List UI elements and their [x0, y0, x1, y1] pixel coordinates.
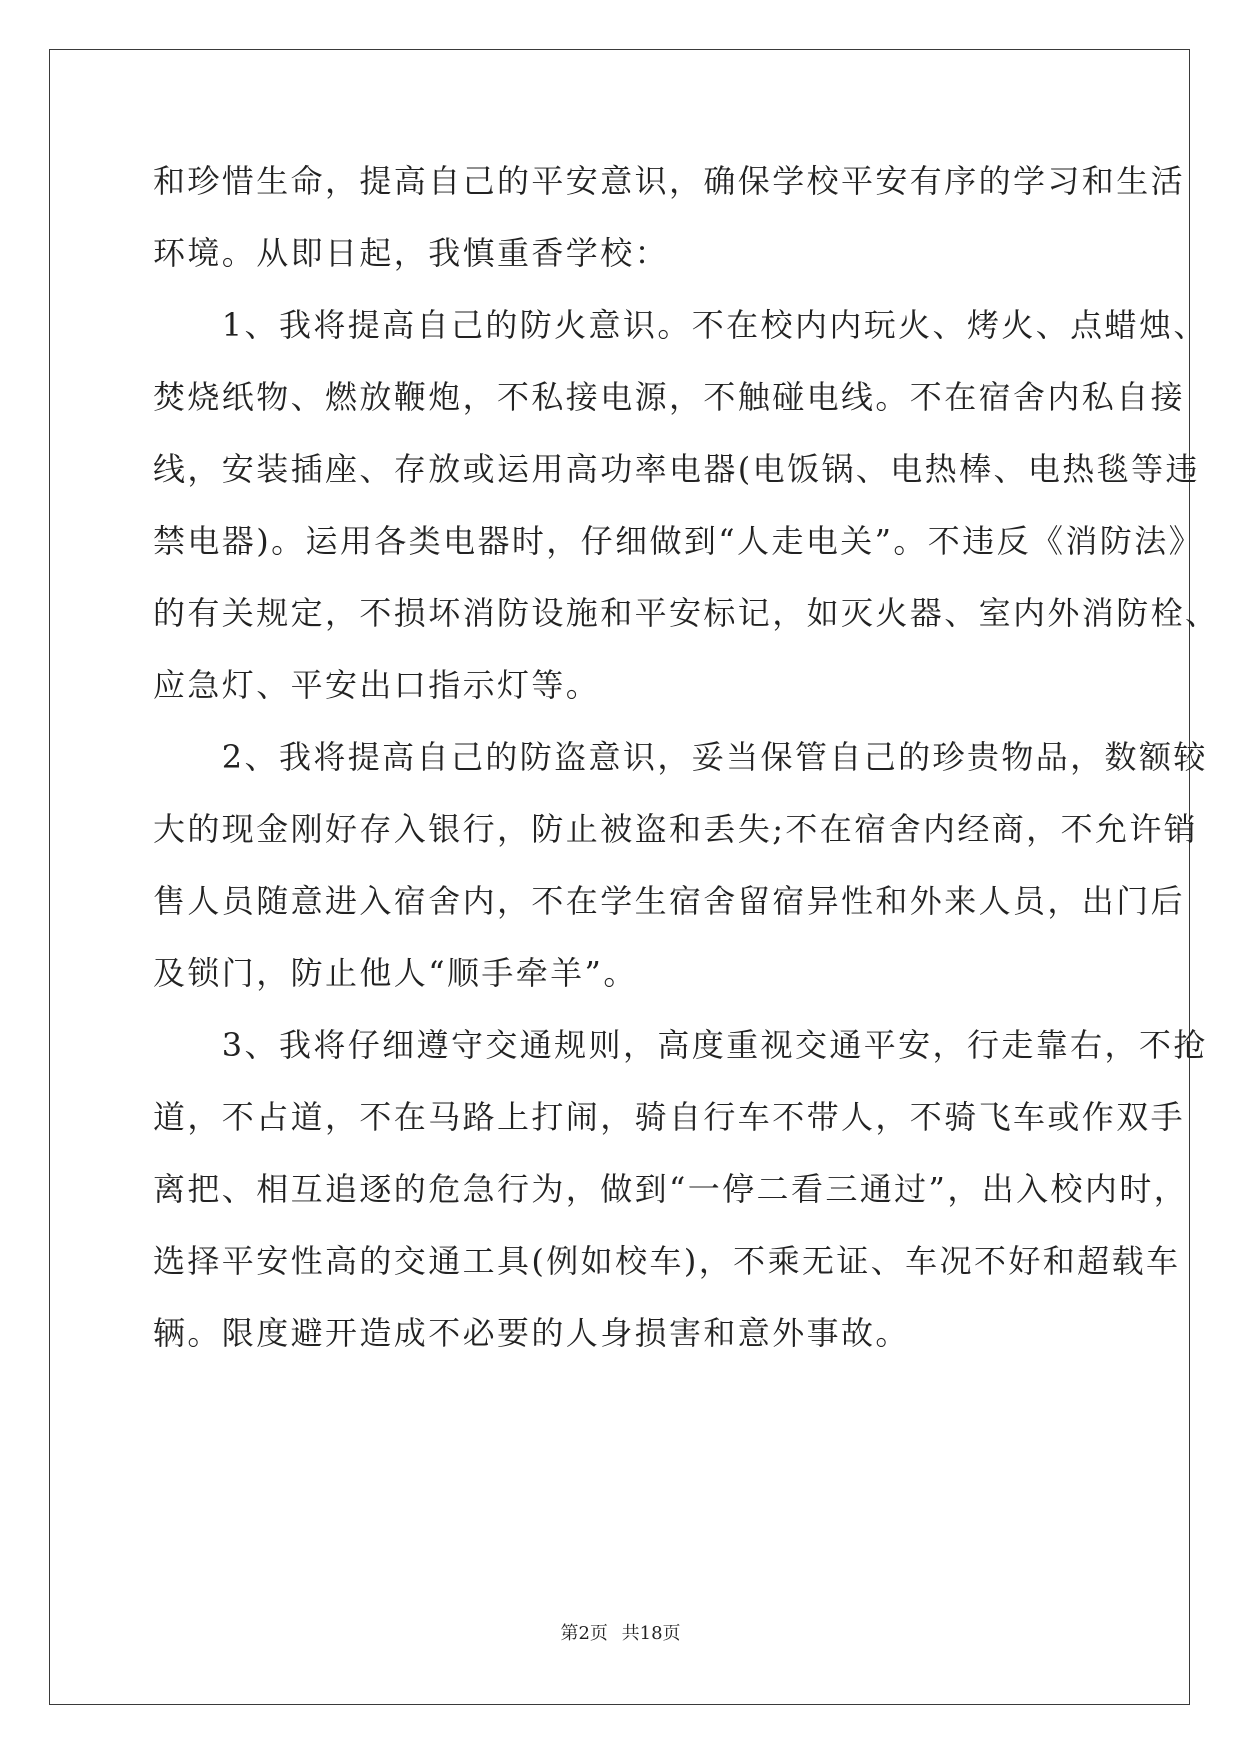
text-line: 禁电器)。运用各类电器时，仔细做到“人走电关”。不违反《消防法》 — [153, 522, 1204, 560]
text-line: 离把、相互追逐的危急行为，做到“一停二看三通过”，出入校内时， — [153, 1170, 1189, 1208]
text-line: 选择平安性高的交通工具(例如校车)，不乘无证、车况不好和超载车 — [153, 1242, 1181, 1280]
text-line: 环境。从即日起，我慎重香学校： — [153, 234, 670, 272]
text-line: 道，不占道，不在马路上打闹，骑自行车不带人，不骑飞车或作双手 — [153, 1098, 1186, 1136]
text-line: 3、我将仔细遵守交通规则，高度重视交通平安，行走靠右，不抢 — [153, 1026, 1208, 1064]
text-line: 及锁门，防止他人“顺手牵羊”。 — [153, 954, 638, 992]
text-line: 2、我将提高自己的防盗意识，妥当保管自己的珍贵物品，数额较 — [153, 738, 1208, 776]
text-line: 的有关规定，不损坏消防设施和平安标记，如灭火器、室内外消防栓、 — [153, 594, 1220, 632]
text-line: 大的现金刚好存入银行，防止被盗和丢失;不在宿舍内经商，不允许销 — [153, 810, 1199, 848]
page-number: 第2页 — [560, 1623, 608, 1644]
text-line: 和珍惜生命，提高自己的平安意识，确保学校平安有序的学习和生活 — [153, 162, 1186, 200]
text-line: 1、我将提高自己的防火意识。不在校内内玩火、烤火、点蜡烛、 — [153, 306, 1208, 344]
text-line: 应急灯、平安出口指示灯等。 — [153, 666, 601, 704]
page-border — [49, 49, 1190, 1705]
text-line: 线，安装插座、存放或运用高功率电器(电饭锅、电热棒、电热毯等违 — [153, 450, 1200, 488]
text-line: 焚烧纸物、燃放鞭炮，不私接电源，不触碰电线。不在宿舍内私自接 — [153, 378, 1186, 416]
page-footer — [0, 1622, 1241, 1646]
text-line: 售人员随意进入宿舍内，不在学生宿舍留宿异性和外来人员，出门后 — [153, 882, 1186, 920]
page-total: 共18页 — [621, 1623, 681, 1644]
text-line: 辆。限度避开造成不必要的人身损害和意外事故。 — [153, 1314, 910, 1352]
